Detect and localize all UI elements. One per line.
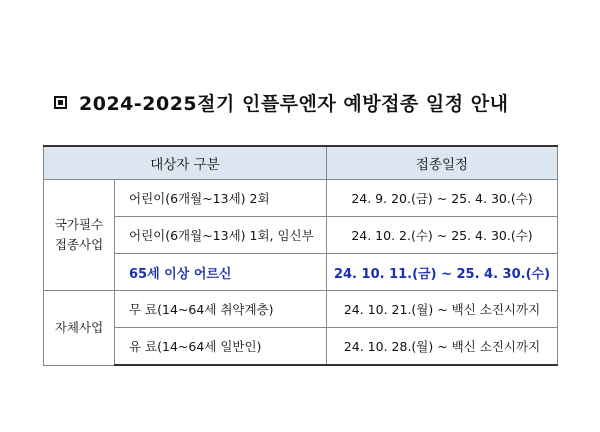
schedule-cell-highlighted: 24. 10. 11.(금) ~ 25. 4. 30.(수) bbox=[327, 254, 558, 291]
schedule-cell: 24. 9. 20.(금) ~ 25. 4. 30.(수) bbox=[327, 180, 558, 217]
table-row bbox=[44, 328, 558, 366]
target-cell: 어린이(6개월~13세) 2회 bbox=[115, 180, 327, 217]
schedule-cell: 24. 10. 28.(월) ~ 백신 소진시까지 bbox=[327, 328, 558, 366]
vaccination-schedule-table bbox=[43, 145, 558, 366]
table-row bbox=[44, 180, 558, 217]
target-cell: 어린이(6개월~13세) 1회, 임신부 bbox=[115, 217, 327, 254]
category-label-line1: 국가필수 bbox=[54, 217, 104, 232]
page-title bbox=[54, 89, 508, 116]
table-row bbox=[44, 217, 558, 254]
header-target: 대상자 구분 bbox=[44, 146, 327, 180]
category-label-line2: 접종사업 bbox=[54, 237, 104, 252]
category-label-line1: 자체사업 bbox=[54, 319, 104, 335]
table-header-row bbox=[44, 146, 558, 180]
category-local bbox=[44, 291, 115, 366]
target-cell: 무 료(14~64세 취약계층) bbox=[115, 291, 327, 328]
target-cell: 유 료(14~64세 일반인) bbox=[115, 328, 327, 366]
table-row bbox=[44, 254, 558, 291]
schedule-cell: 24. 10. 21.(월) ~ 백신 소진시까지 bbox=[327, 291, 558, 328]
header-schedule: 접종일정 bbox=[327, 146, 558, 180]
target-cell-highlighted: 65세 이상 어르신 bbox=[115, 254, 327, 291]
table-row bbox=[44, 291, 558, 328]
square-bullet-icon bbox=[54, 96, 67, 109]
schedule-cell: 24. 10. 2.(수) ~ 25. 4. 30.(수) bbox=[327, 217, 558, 254]
title-text: 2024-2025절기 인플루엔자 예방접종 일정 안내 bbox=[79, 93, 509, 115]
category-national bbox=[44, 180, 115, 291]
